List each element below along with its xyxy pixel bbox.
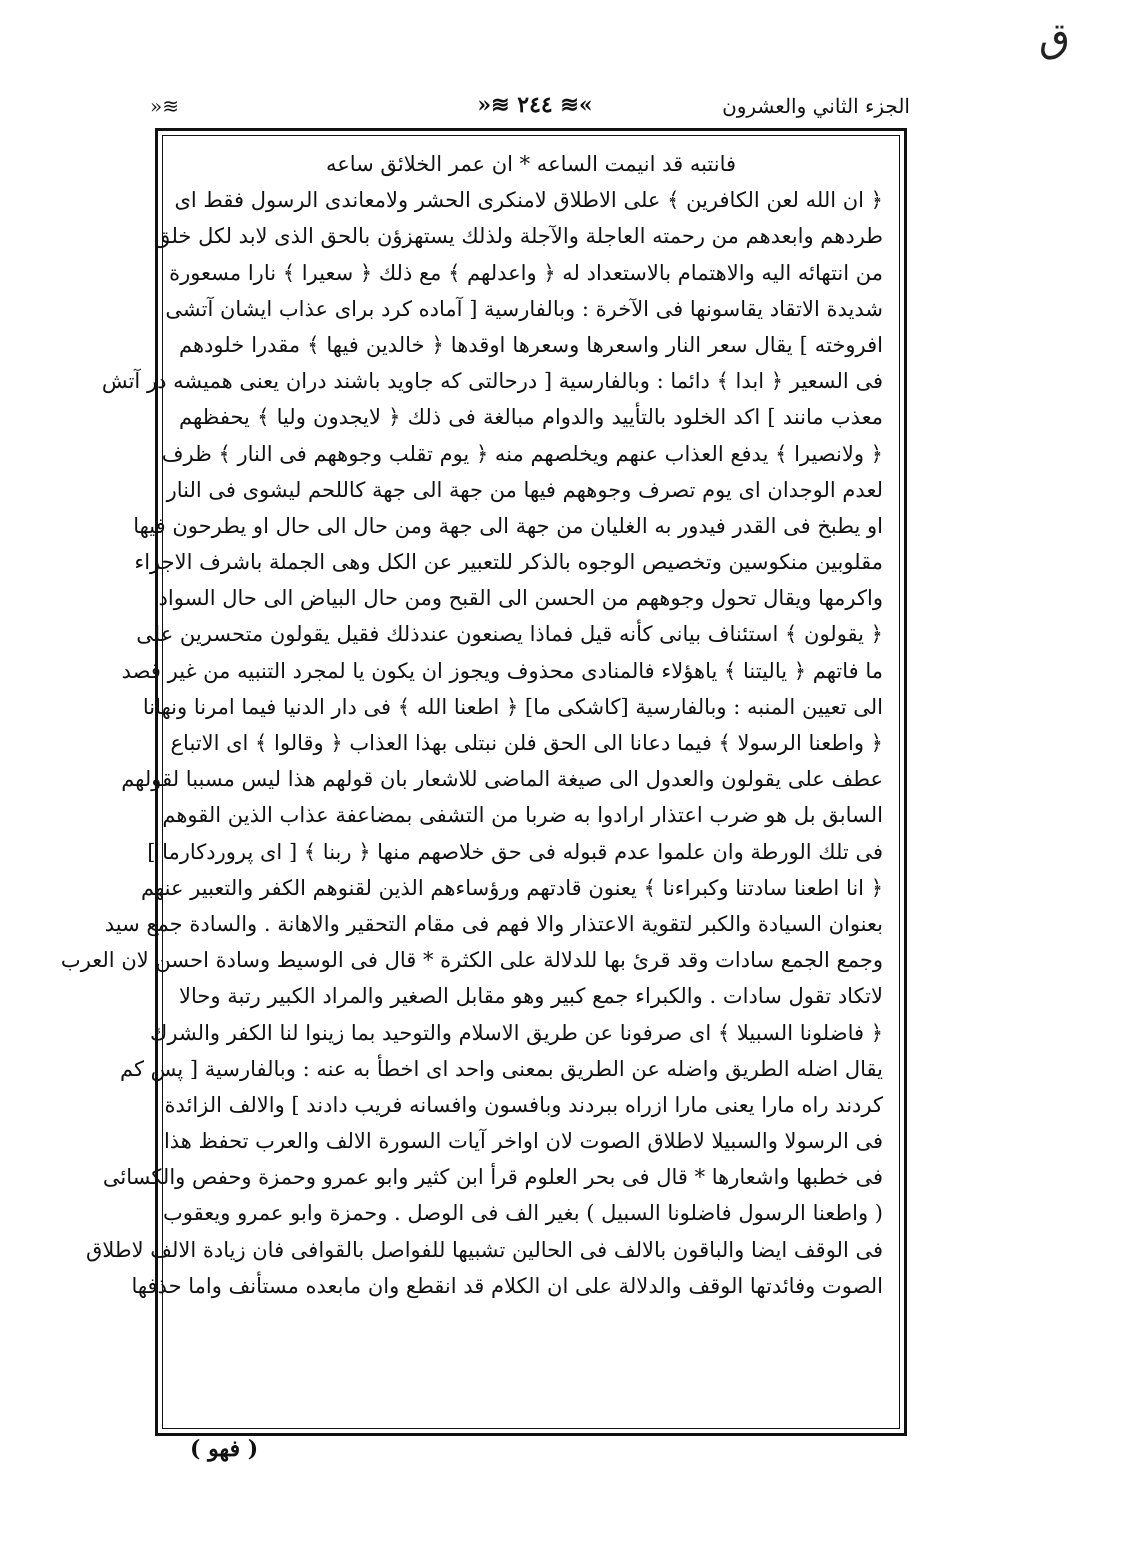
text-line: ﴿ واطعنا الرسولا ﴾ فيما دعانا الى الحق فلن نبتلى بهذا العذاب ﴿ وقالوا ﴾ اى الاتباع [170,731,883,755]
text-line: او يطبخ فى القدر فيدور به الغليان من جهة الى جهة ومن حال الى حال او يطرحون فيها [133,513,883,538]
text-line: ﴿ ان الله لعن الكافرين ﴾ على الاطلاق لامنكرى الحشر ولامعاندى الرسول فقط اى [174,188,883,213]
text-line: الى تعيين المنبه : وبالفارسية [كاشكى ما] ﴿ اطعنا الله ﴾ فى دار الدنيا فيما امرنا ونهانا [142,694,883,719]
page-number [435,92,635,118]
text-line: بعنوان السيادة والكبر لتقوية الاعتذار والا فهم فى مقام التحقير والاهانة . والسادة جمع سيد [104,911,883,936]
corner-handwritten-mark: ق [1038,15,1070,61]
page-number-value: ۲٤٤ [517,92,553,118]
text-line: فى خطبها واشعارها * قال فى بحر العلوم قرأ ابن كثير وابو عمرو وحمزة وحفص والكسائى [102,1165,883,1190]
text-line: عطف على يقولون والعدول الى صيغة الماضى للاشعار بان قولهم هذا ليس مسببا لقولهم [121,767,883,792]
text-line: فى الرسولا والسبيلا لاطلاق الصوت لان اواخر آيات السورة الالف والعرب تحفظ هذا [163,1129,883,1154]
text-line: يقال اضله الطريق واضله عن الطريق بمعنى واحد اى اخطأ به عنه : وبالفارسية [ پس كم [119,1056,883,1081]
text-line: من انتهائه اليه والاهتمام بالاستعداد له ﴿ واعدلهم ﴾ مع ذلك ﴿ سعيرا ﴾ نارا مسعورة [169,260,883,285]
text-line: طردهم وابعدهم من رحمته العاجلة والآجلة ولذلك يستهزؤن بالحق الذى لابد لكل خلق [153,224,883,249]
catchword: ( فهو ) [190,1436,259,1462]
text-line: واكرمها ويقال تحول وجوههم من الحسن الى القبح ومن حال البياض الى حال السواد [158,586,883,611]
text-line: الصوت وفائدتها الوقف والدلالة على ان الكلام قد انقطع وان مابعده مستأنف واما حذفها [131,1273,883,1298]
text-line: مقلوبين منكوسين وتخصيص الوجوه بالذكر للتعبير عن الكل وهى الجملة باشرف الاجزاء [134,550,883,575]
page-number-ornament-left: »≋ [560,92,593,118]
text-line: معذب مانند ] اكد الخلود بالتأييد والدوام مبالغة فى ذلك ﴿ لايجدون وليا ﴾ يحفظهم [179,405,883,430]
text-line: ﴿ يقولون ﴾ استئناف بيانى كأنه قيل فماذا يصنعون عندذلك فقيل يقولون متحسرين على [136,622,883,647]
header-ornament-left: ≋« [150,94,179,118]
text-line: ما فاتهم ﴿ ياليتنا ﴾ ياهؤلاء فالمنادى محذوف ويجوز ان يكون يا لمجرد التنبيه من غير قصد [121,658,883,683]
text-line: وجمع الجمع سادات وقد قرئ بها للدلالة على الكثرة * قال فى الوسيط وسادة احسن لان العرب [60,948,883,973]
part-title: الجزء الثاني والعشرون [722,94,910,118]
text-frame-inner [60,135,900,1429]
verse-line: فانتبه قد انيمت الساعه * ان عمر الخلائق ساعه [325,152,737,176]
page-number-ornament-right: ≋« [477,92,510,118]
text-line: فى السعير ﴿ ابدا ﴾ دائما : وبالفارسية [ درحالتى كه جاويد باشند دران يعنى هميشه در آتش [101,369,883,394]
text-line: افروخته ] يقال سعر النار واسعرها وسعرها اوقدها ﴿ خالدين فيها ﴾ مقدرا خلودهم [179,332,883,357]
page-header [150,92,910,126]
text-line: ﴿ فاضلونا السبيلا ﴾ اى صرفونا عن طريق الاسلام والتوحيد بما زينوا لنا الكفر والشرك [150,1020,883,1045]
text-line: لاتكاد تقول سادات . والكبراء جمع كبير وهو مقابل الصغير والمراد الكبير رتبة وحالا [179,984,883,1009]
body-text [60,146,883,1304]
text-line: ( واطعنا الرسول فاضلونا السبيل ) بغير الف فى الوصل . وحمزة وابو عمرو ويعقوب [163,1201,883,1226]
text-line: كردند راه مارا يعنى مارا ازراه ببردند وبافسون وافسانه فريب دادند ] والالف الزائدة [164,1092,883,1117]
text-line: ﴿ ولانصيرا ﴾ يدفع العذاب عنهم ويخلصهم منه ﴿ يوم تقلب وجوههم فى النار ﴾ ظرف [161,441,883,466]
text-line: فى الوقف ايضا والباقون بالالف فى الحالين تشبيها للفواصل بالقوافى فان زيادة الالف لاطلاق [86,1237,883,1262]
text-line: شديدة الاتقاد يقاسونها فى الآخرة : وبالفارسية [ آماده كرد براى عذاب ايشان آتشى [165,296,883,321]
text-frame [60,128,907,1436]
text-line: السابق بل هو ضرب اعتذار ارادوا به ضربا من التشفى بمضاعفة عذاب الذين القوهم [162,803,883,828]
text-line: فى تلك الورطة وان علموا عدم قبوله فى حق خلاصهم منها ﴿ ربنا ﴾ [ اى پروردكارما ] [147,839,883,864]
text-line: ﴿ انا اطعنا سادتنا وكبراءنا ﴾ يعنون قادتهم ورؤساءهم الذين لقنوهم الكفر والتعبير عنهم [140,875,883,900]
text-line: لعدم الوجدان اى يوم تصرف وجوههم فيها من جهة الى جهة كاللحم ليشوى فى النار [166,477,883,502]
